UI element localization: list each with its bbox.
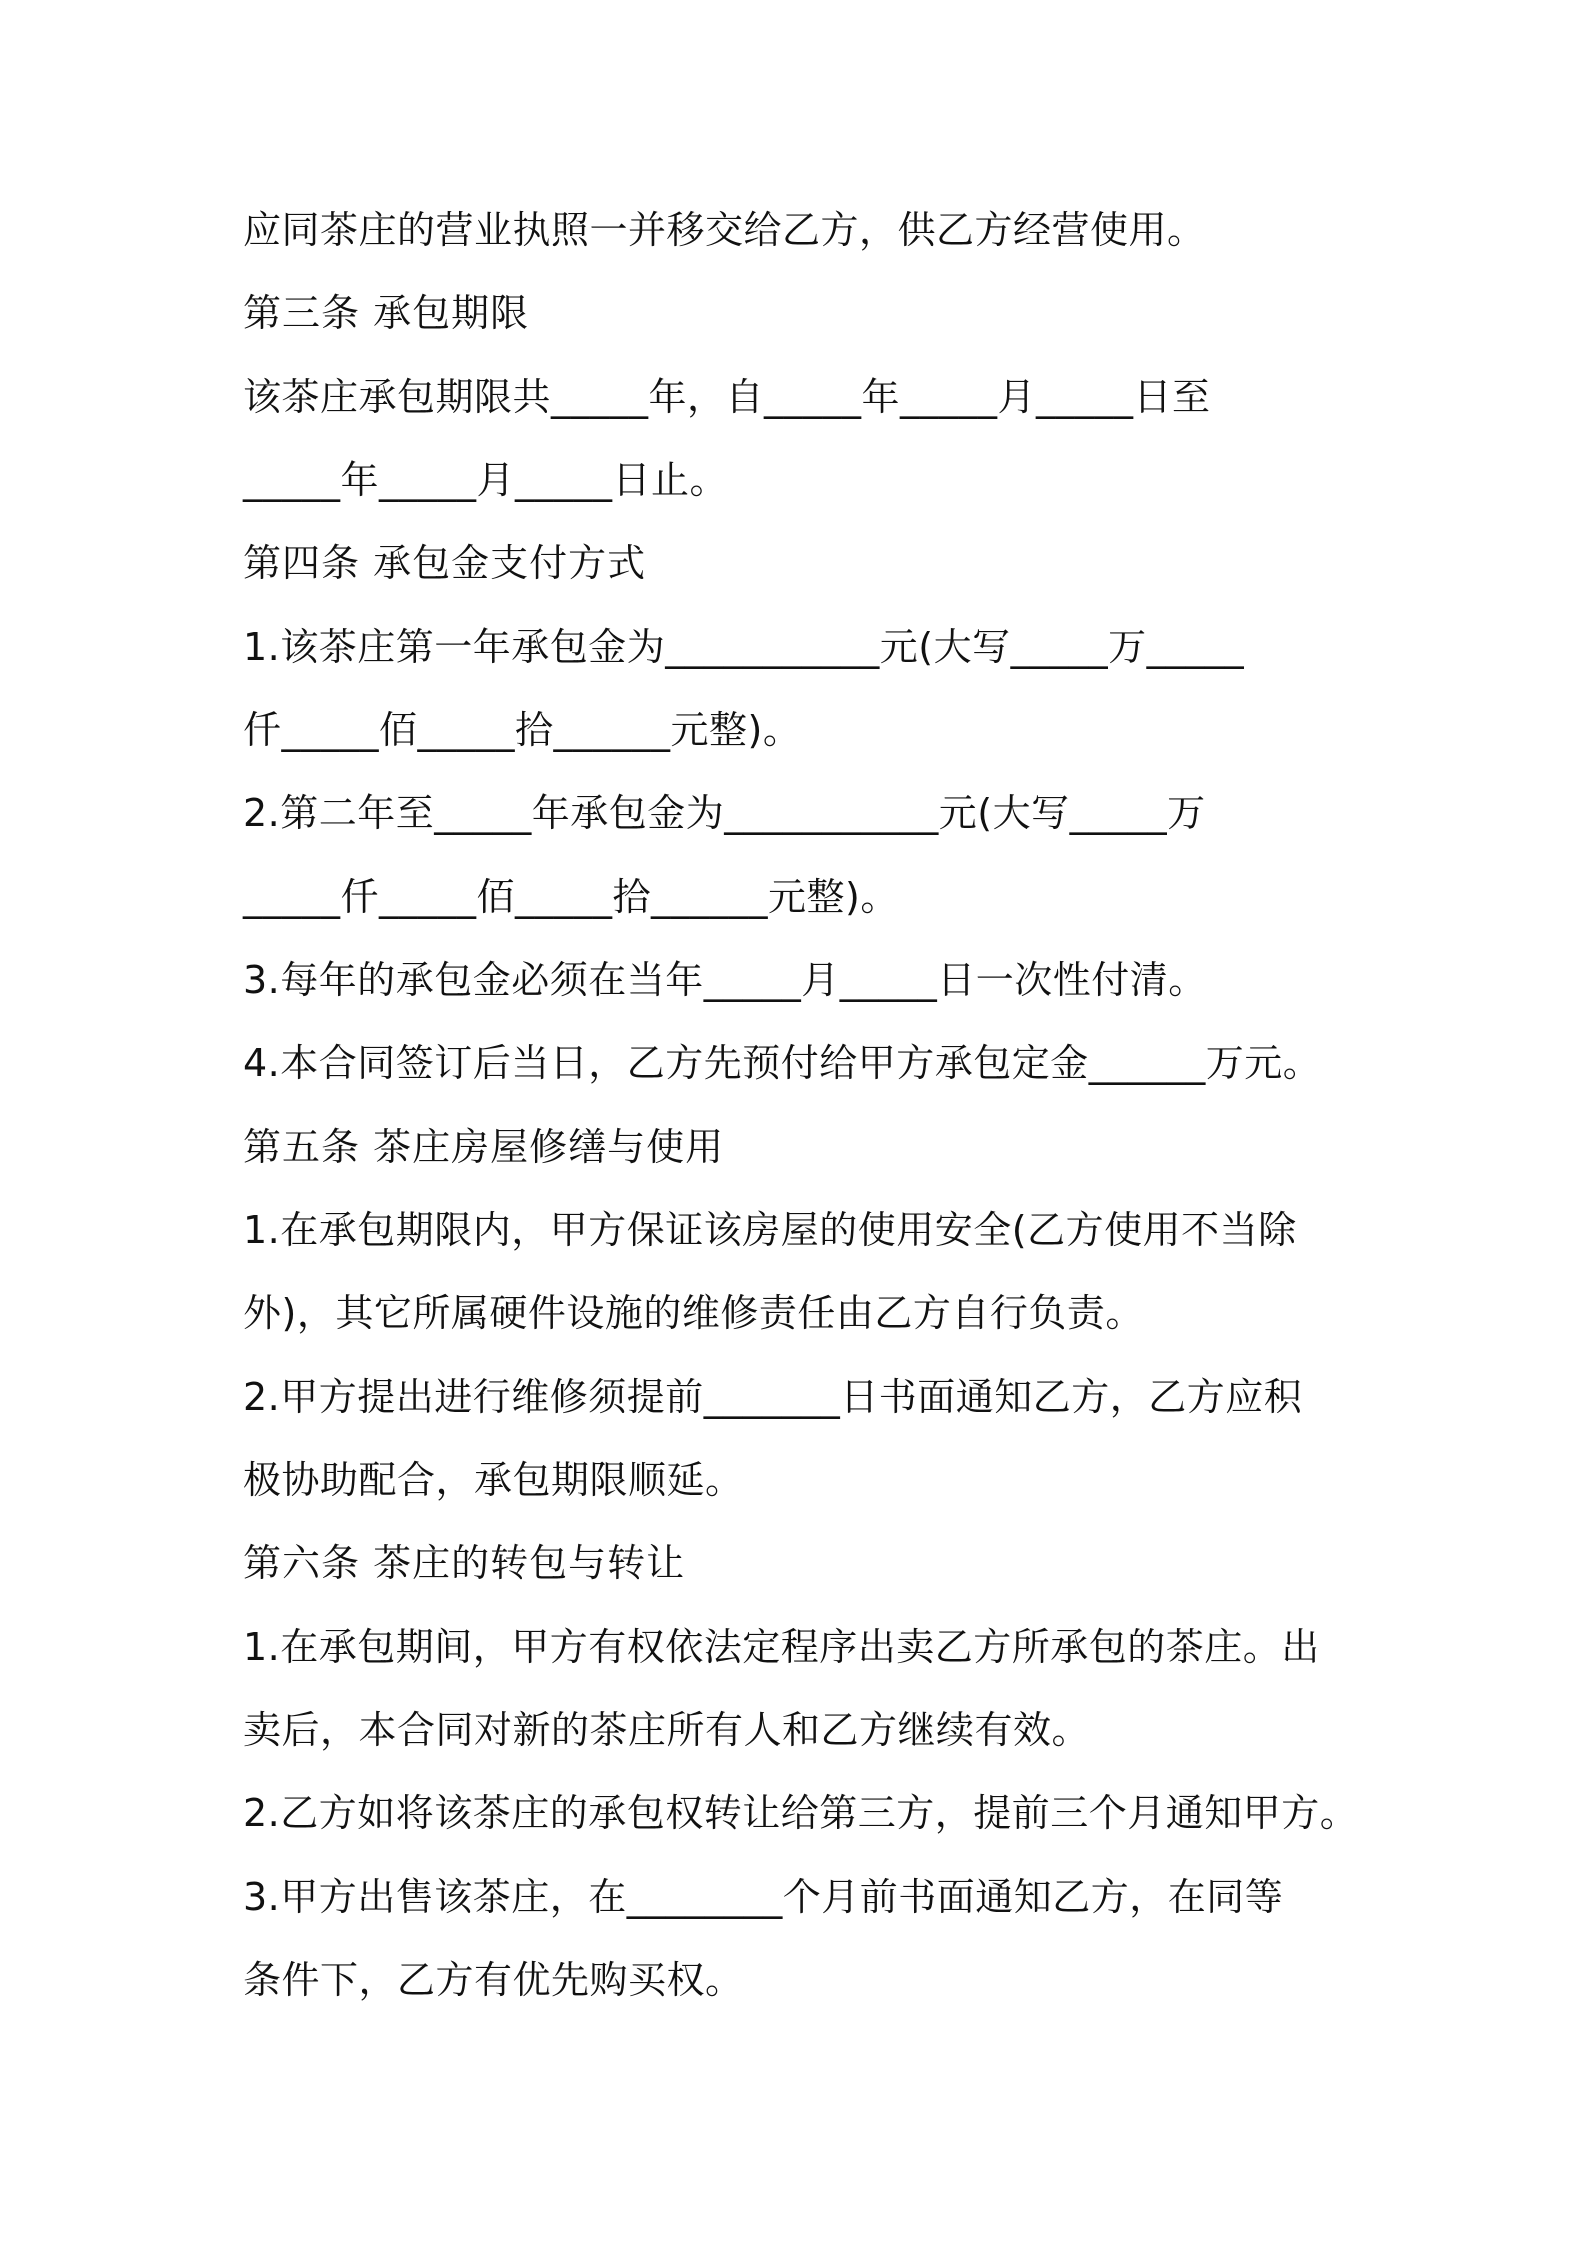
text-line: 仟_____佰_____拾______元整)。: [243, 708, 802, 752]
text-line: 2.第二年至_____年承包金为___________元(大写_____万: [243, 791, 1206, 835]
text-line: 1.在承包期限内，甲方保证该房屋的使用安全(乙方使用不当除: [243, 1208, 1297, 1252]
text-line: 极协助配合，承包期限顺延。: [243, 1458, 744, 1502]
text-line: 4.本合同签订后当日，乙方先预付给甲方承包定金______万元。: [243, 1041, 1322, 1085]
article-4-heading: 第四条 承包金支付方式: [243, 541, 647, 585]
text-line: 3.甲方出售该茶庄，在________个月前书面通知乙方，在同等: [243, 1875, 1284, 1919]
text-line: 2.甲方提出进行维修须提前_______日书面通知乙方，乙方应积: [243, 1375, 1303, 1419]
text-line: _____年_____月_____日止。: [243, 458, 729, 502]
text-line: 外)，其它所属硬件设施的维修责任由乙方自行负责。: [243, 1291, 1144, 1335]
text-line: 该茶庄承包期限共_____年，自_____年_____月_____日至: [243, 375, 1211, 419]
article-6-heading: 第六条 茶庄的转包与转让: [243, 1541, 686, 1585]
article-5-heading: 第五条 茶庄房屋修缮与使用: [243, 1125, 725, 1169]
text-line: 条件下，乙方有优先购买权。: [243, 1958, 744, 2002]
text-line: _____仟_____佰_____拾______元整)。: [243, 875, 899, 919]
text-line: 1.在承包期间，甲方有权依法定程序出卖乙方所承包的茶庄。出: [243, 1625, 1320, 1669]
text-line: 卖后，本合同对新的茶庄所有人和乙方继续有效。: [243, 1708, 1091, 1752]
text-line: 2.乙方如将该茶庄的承包权转让给第三方，提前三个月通知甲方。: [243, 1791, 1359, 1835]
text-line: 3.每年的承包金必须在当年_____月_____日一次性付清。: [243, 958, 1207, 1002]
article-3-heading: 第三条 承包期限: [243, 291, 530, 335]
text-line: 1.该茶庄第一年承包金为___________元(大写_____万_____: [243, 625, 1245, 669]
text-line: 应同茶庄的营业执照一并移交给乙方，供乙方经营使用。: [243, 208, 1206, 252]
